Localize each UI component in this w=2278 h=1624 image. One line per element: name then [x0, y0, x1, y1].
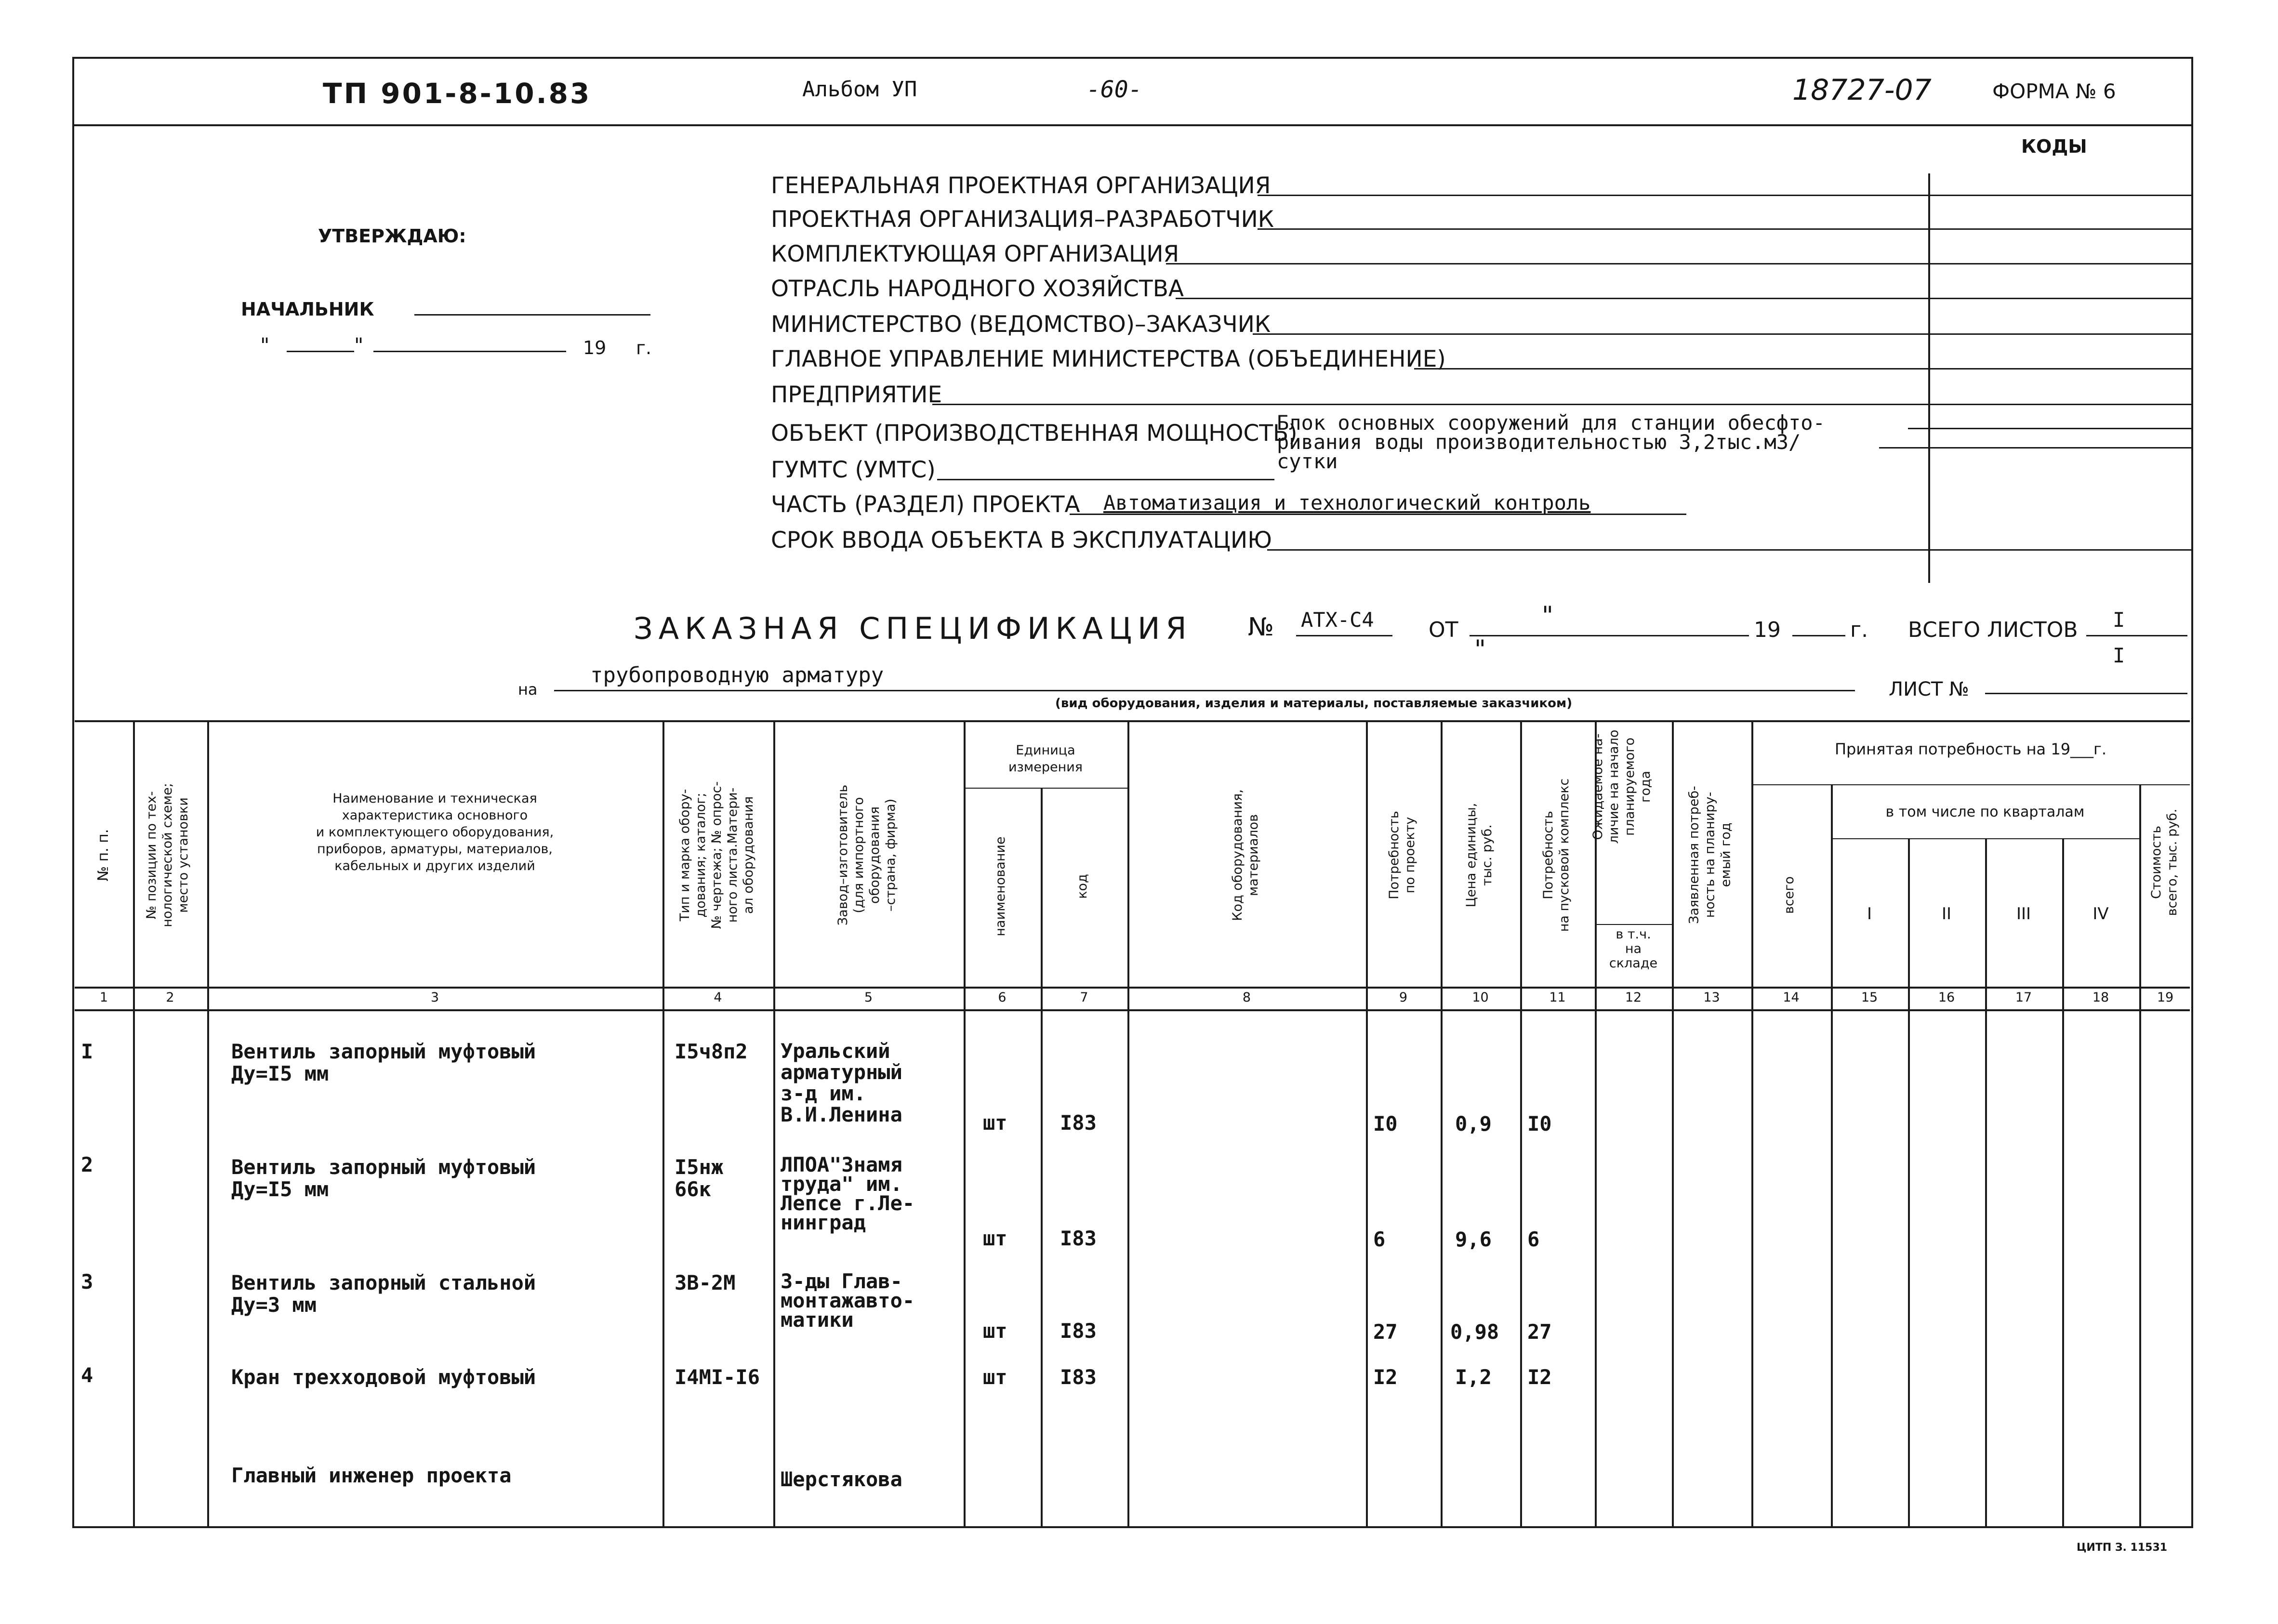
- col-header-q3: III: [2016, 904, 2031, 924]
- row-3-price: 0,98: [1450, 1320, 1499, 1344]
- approval-quote-close: ": [354, 333, 364, 357]
- row-4-unit: шт: [983, 1365, 1007, 1389]
- row-1-type: I5ч8п2: [675, 1040, 748, 1063]
- col-number: 14: [1783, 990, 1800, 1005]
- row-4-launch: I2: [1527, 1365, 1552, 1389]
- row-2-maker: ЛПОА"Знамя труда" им. Лепсе г.Ле- нинград: [781, 1153, 915, 1234]
- col-number: 9: [1399, 990, 1408, 1005]
- album-label: Альбом УП: [802, 77, 917, 102]
- col-header-need: Потребность по проекту: [1387, 811, 1417, 899]
- codes-label: КОДЫ: [2021, 136, 2087, 157]
- col-number: 1: [99, 990, 108, 1005]
- field-gumts-label: ГУМТС (УМТС): [771, 457, 936, 483]
- chief-label: НАЧАЛЬНИК: [241, 299, 374, 320]
- col-header-in-stock: в т.ч. на складе: [1609, 927, 1658, 971]
- col-header-unit: Единица измерения: [1008, 743, 1083, 775]
- row-1-code: I83: [1060, 1111, 1097, 1135]
- field-industry-label: ОТРАСЛЬ НАРОДНОГО ХОЗЯЙСТВА: [771, 276, 1184, 302]
- row-2-type: I5нж 66к: [675, 1155, 724, 1201]
- field-ministry-label: МИНИСТЕРСТВО (ВЕДОМСТВО)–ЗАКАЗЧИК: [771, 311, 1271, 338]
- col-header-type: Тип и марка обору- дования; каталог; № чертежа; № опрос- ного листа.Матери- ал оборудования: [677, 781, 756, 929]
- row-3-maker: З-ды Глав- монтажавто- матики: [781, 1269, 915, 1332]
- row-4-number: 4: [81, 1363, 93, 1387]
- field-enterprise-label: ПРЕДПРИЯТИЕ: [771, 382, 942, 408]
- field-part-label: ЧАСТЬ (РАЗДЕЛ) ПРОЕКТА: [771, 491, 1080, 518]
- row-2-price: 9,6: [1455, 1228, 1492, 1251]
- page-number: -60-: [1086, 76, 1142, 103]
- spec-title: ЗАКАЗНАЯ СПЕЦИФИКАЦИЯ: [634, 611, 1192, 646]
- project-code: ТП 901-8-10.83: [323, 77, 592, 110]
- row-3-need: 27: [1373, 1320, 1398, 1344]
- col-number: 10: [1472, 990, 1489, 1005]
- col-number: 5: [864, 990, 873, 1005]
- col-header-name: Наименование и техническая характеристика основного и комплектующего оборудования, приборов, арматуры, материалов, кабельных и других изделий: [316, 791, 554, 873]
- col-header-maker: Завод–изготовитель (для импортного оборудования –страна, фирма): [835, 784, 898, 926]
- col-number: 7: [1080, 990, 1088, 1005]
- col-header-q4: IV: [2093, 904, 2109, 924]
- field-design-org-label: ПРОЕКТНАЯ ОРГАНИЗАЦИЯ–РАЗРАБОТЧИК: [771, 206, 1274, 233]
- col-header-launch: Потребность на пусковой комплекс: [1541, 778, 1572, 932]
- col-number: 12: [1625, 990, 1642, 1005]
- footer-code: ЦИТП З. 11531: [2077, 1542, 2168, 1554]
- col-number: 16: [1938, 990, 1955, 1005]
- row-2-code: I83: [1060, 1227, 1097, 1250]
- col-header-accepted: Принятая потребность на 19___г.: [1834, 740, 2107, 758]
- row-1-name: Вентиль запорный муфтовый Ду=I5 мм: [231, 1040, 536, 1085]
- col-number: 19: [2157, 990, 2174, 1005]
- col-number: 4: [714, 990, 722, 1005]
- approval-quote-open: ": [260, 333, 270, 357]
- field-commissioning-label: СРОК ВВОДА ОБЪЕКТА В ЭКСПЛУАТАЦИЮ: [771, 527, 1272, 554]
- row-2-launch: 6: [1527, 1228, 1540, 1251]
- row-4-code: I83: [1060, 1365, 1097, 1389]
- row-3-launch: 27: [1527, 1320, 1552, 1344]
- col-header-cost: Стоимость всего, тыс. руб.: [2149, 808, 2180, 916]
- field-general-org-label: ГЕНЕРАЛЬНАЯ ПРОЕКТНАЯ ОРГАНИЗАЦИЯ: [771, 172, 1271, 199]
- col-header-n: № п. п.: [95, 829, 112, 882]
- col-header-price: Цена единицы, тыс. руб.: [1464, 803, 1495, 908]
- form-number: ФОРМА № 6: [1992, 79, 2116, 103]
- row-4-type: I4МI-I6: [675, 1365, 760, 1389]
- field-object-label: ОБЪЕКТ (ПРОИЗВОДСТВЕННАЯ МОЩНОСТЬ): [771, 420, 1298, 447]
- spec-sheets-label: ВСЕГО ЛИСТОВ: [1908, 618, 2078, 642]
- row-1-need: I0: [1373, 1112, 1398, 1135]
- spec-on-label: на: [518, 680, 538, 699]
- row-4-name: Кран трехходовой муфтовый: [231, 1365, 536, 1389]
- signature-role: Главный инженер проекта: [231, 1464, 512, 1487]
- spec-date-quote-1: ": [1542, 601, 1553, 630]
- spec-sheet-label: ЛИСТ №: [1889, 678, 1969, 700]
- row-3-name: Вентиль запорный стальной Ду=3 мм: [231, 1271, 536, 1317]
- col-number: 15: [1861, 990, 1878, 1005]
- row-1-maker: Уральский арматурный з-д им. В.И.Ленина: [781, 1039, 902, 1126]
- spec-sheets-value: I: [2113, 608, 2125, 632]
- approval-year-suffix: г.: [636, 337, 652, 358]
- row-2-unit: шт: [983, 1227, 1007, 1250]
- row-2-number: 2: [81, 1153, 93, 1176]
- spec-year-suffix: г.: [1850, 618, 1868, 642]
- row-1-number: I: [81, 1040, 93, 1063]
- spec-date-quote-2: ": [1474, 635, 1486, 664]
- row-1-unit: шт: [983, 1111, 1007, 1135]
- col-number: 8: [1242, 990, 1251, 1005]
- spec-note: (вид оборудования, изделия и материалы, поставляемые заказчиком): [1055, 696, 1573, 711]
- col-number: 17: [2015, 990, 2032, 1005]
- row-3-unit: шт: [983, 1319, 1007, 1343]
- col-header-position: № позиции по тех- нологической схеме; место установки: [144, 783, 191, 927]
- col-header-total: всего: [1782, 876, 1797, 914]
- col-header-unit-code: код: [1075, 874, 1090, 899]
- row-4-need: I2: [1373, 1365, 1398, 1389]
- col-number: 11: [1549, 990, 1566, 1005]
- row-2-need: 6: [1373, 1228, 1386, 1251]
- row-1-launch: I0: [1527, 1112, 1552, 1135]
- col-number: 18: [2092, 990, 2109, 1005]
- col-header-expected: Ожидаемое на- личие на начало планируемого года: [1590, 729, 1653, 844]
- spec-year-prefix: 19: [1754, 618, 1781, 642]
- col-header-declared: Заявленная потреб- ность на планиру- емый год: [1686, 786, 1734, 924]
- field-part-value: Автоматизация и технологический контроль: [1103, 491, 1591, 515]
- row-3-code: I83: [1060, 1319, 1097, 1343]
- field-supply-org-label: КОМПЛЕКТУЮЩАЯ ОРГАНИЗАЦИЯ: [771, 241, 1179, 267]
- spec-sheet-value: I: [2113, 644, 2125, 667]
- spec-no-label: №: [1248, 613, 1274, 642]
- col-header-quarters: в том числе по кварталам: [1885, 804, 2085, 820]
- approval-year-prefix: 19: [583, 337, 607, 358]
- col-number: 13: [1703, 990, 1720, 1005]
- row-2-name: Вентиль запорный муфтовый Ду=I5 мм: [231, 1155, 536, 1201]
- row-3-type: 3В-2М: [675, 1271, 736, 1294]
- spec-on-value: трубопроводную арматуру: [590, 663, 884, 687]
- col-header-unit-name: наименование: [993, 836, 1008, 937]
- row-3-number: 3: [81, 1270, 93, 1294]
- row-4-price: I,2: [1455, 1365, 1492, 1389]
- col-number: 6: [998, 990, 1007, 1005]
- col-header-q1: I: [1867, 904, 1872, 924]
- field-object-value: Блок основных сооружений для станции обесфто- ривания воды производительностью 3,2тыс.м3/ сутки: [1277, 411, 1825, 473]
- col-header-equipment-code: Код оборудования, материалов: [1230, 789, 1261, 921]
- col-number: 3: [430, 990, 439, 1005]
- col-number: 2: [166, 990, 174, 1005]
- approve-label: УТВЕРЖДАЮ:: [318, 225, 466, 247]
- row-1-price: 0,9: [1455, 1112, 1492, 1135]
- document-number: 18727-07: [1792, 73, 1932, 107]
- field-directorate-label: ГЛАВНОЕ УПРАВЛЕНИЕ МИНИСТЕРСТВА (ОБЪЕДИНЕНИЕ): [771, 346, 1446, 372]
- spec-no-value: АТХ-С4: [1301, 608, 1374, 632]
- signature-name: Шерстякова: [781, 1467, 902, 1491]
- spec-from-label: ОТ: [1429, 618, 1458, 642]
- col-header-q2: II: [1941, 904, 1952, 924]
